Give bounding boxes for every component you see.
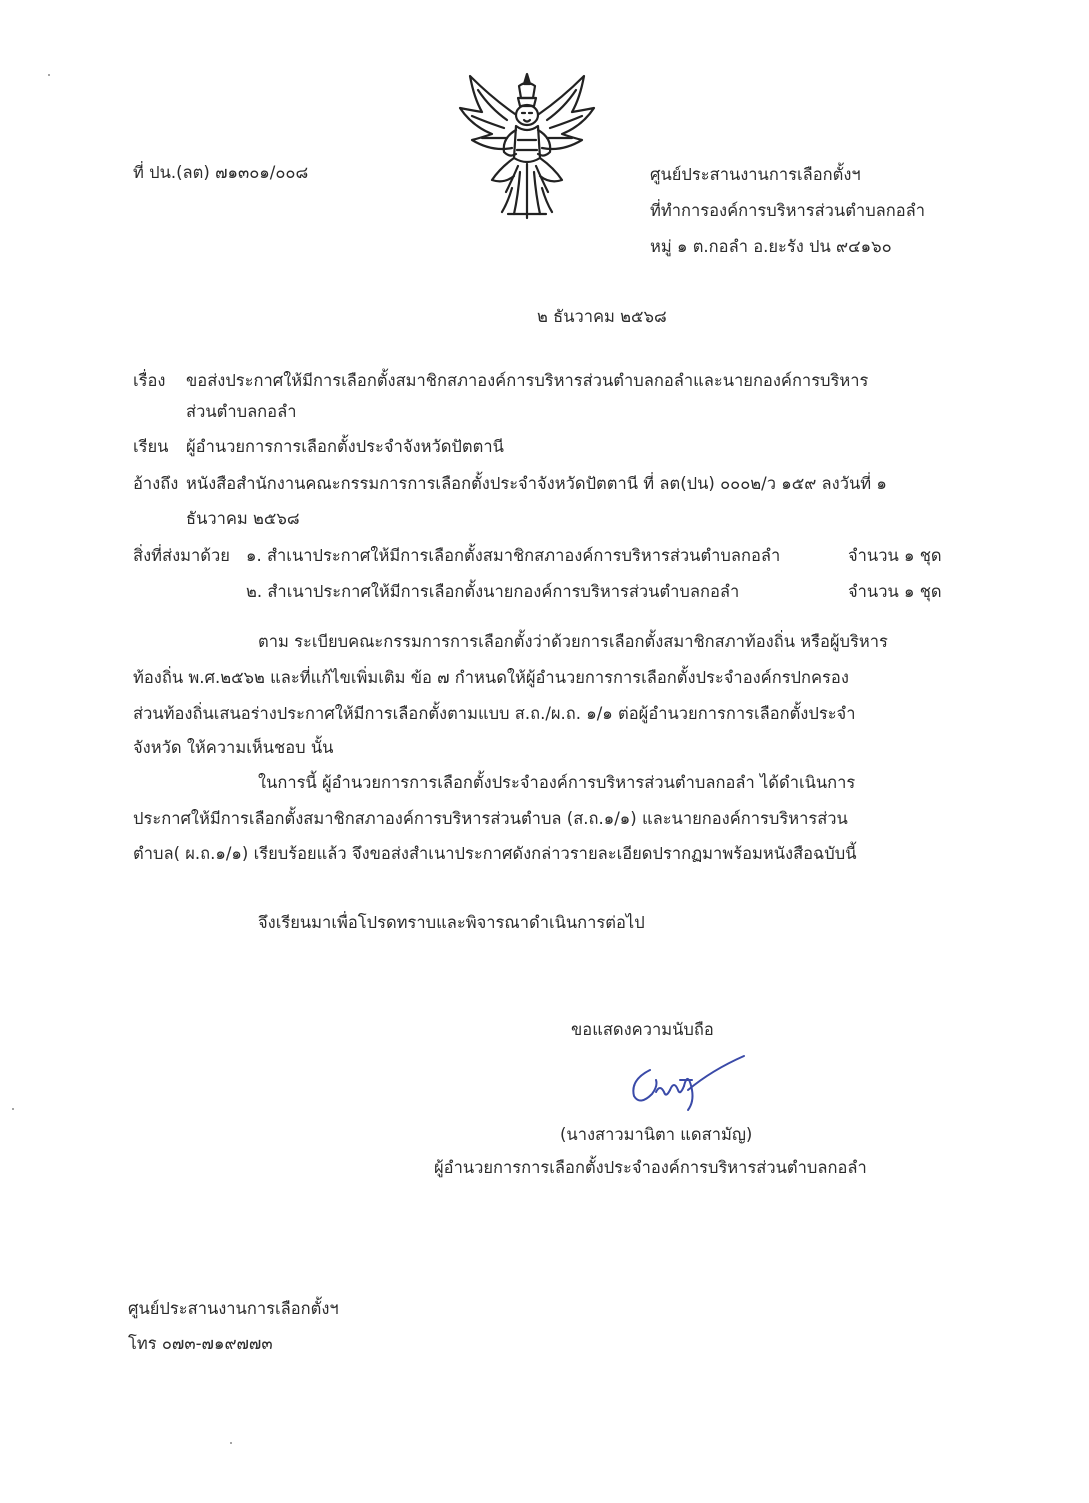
sender-org-line-2: ที่ทำการองค์การบริหารส่วนตำบลกอลำ bbox=[650, 201, 926, 220]
subject-line-1: ขอส่งประกาศให้มีการเลือกตั้งสมาชิกสภาองค์การบริหารส่วนตำบลกอลำและนายกองค์การบริหาร bbox=[186, 371, 869, 390]
signatory-name: (นางสาวมานิตา แดสามัญ) bbox=[560, 1125, 753, 1144]
enclosure-item-2: ๒. สำเนาประกาศให้มีการเลือกตั้งนายกองค์การบริหารส่วนตำบลกอลำ bbox=[246, 582, 740, 601]
reference-label: อ้างถึง bbox=[133, 474, 179, 493]
signatory-position: ผู้อำนวยการการเลือกตั้งประจำองค์การบริหารส่วนตำบลกอลำ bbox=[434, 1158, 867, 1177]
scan-speck bbox=[48, 74, 50, 76]
body-p2-line-3: ตำบล( ผ.ถ.๑/๑) เรียบร้อยแล้ว จึงขอส่งสำเนาประกาศดังกล่าวรายละเอียดปรากฏมาพร้อมหนังสือฉบับนี้ bbox=[133, 844, 857, 863]
scan-speck bbox=[12, 1108, 14, 1110]
regards-text: ขอแสดงความนับถือ bbox=[571, 1020, 714, 1039]
reference-line-2: ธันวาคม ๒๕๖๘ bbox=[186, 509, 300, 528]
body-p2-line-1: ในการนี้ ผู้อำนวยการการเลือกตั้งประจำองค์การบริหารส่วนตำบลกอลำ ได้ดำเนินการ bbox=[258, 773, 856, 792]
sender-org-line-1: ศูนย์ประสานงานการเลือกตั้งฯ bbox=[650, 165, 861, 184]
recipient-text: ผู้อำนวยการการเลือกตั้งประจำจังหวัดปัตตานี bbox=[186, 437, 504, 456]
handwritten-signature bbox=[622, 1050, 752, 1120]
recipient-label: เรียน bbox=[133, 437, 169, 456]
document-date: ๒ ธันวาคม ๒๕๖๘ bbox=[537, 307, 667, 326]
enclosure-item-1-qty: จำนวน ๑ ชุด bbox=[848, 546, 942, 565]
subject-line-2: ส่วนตำบลกอลำ bbox=[186, 402, 297, 421]
body-p1-line-2: ท้องถิ่น พ.ศ.๒๕๖๒ และที่แก้ไขเพิ่มเติม ข้อ ๗ กำหนดให้ผู้อำนวยการการเลือกตั้งประจำองค์กรปกครอง bbox=[133, 668, 849, 687]
footer-phone: โทร ๐๗๓-๗๑๙๗๗๓ bbox=[128, 1334, 273, 1353]
footer-org: ศูนย์ประสานงานการเลือกตั้งฯ bbox=[128, 1299, 339, 1318]
sender-address: หมู่ ๑ ต.กอลำ อ.ยะรัง ปน ๙๔๑๖๐ bbox=[650, 237, 892, 256]
enclosures-label: สิ่งที่ส่งมาด้วย bbox=[133, 546, 230, 565]
garuda-emblem-icon bbox=[452, 68, 602, 228]
enclosure-item-2-qty: จำนวน ๑ ชุด bbox=[848, 582, 942, 601]
closing-sentence: จึงเรียนมาเพื่อโปรดทราบและพิจารณาดำเนินการต่อไป bbox=[258, 913, 645, 932]
body-p1-line-3: ส่วนท้องถิ่นเสนอร่างประกาศให้มีการเลือกตั้งตามแบบ ส.ถ./ผ.ถ. ๑/๑ ต่อผู้อำนวยการการเลือกตั้งประจำ bbox=[133, 704, 856, 723]
body-p2-line-2: ประกาศให้มีการเลือกตั้งสมาชิกสภาองค์การบริหารส่วนตำบล (ส.ถ.๑/๑) และนายกองค์การบริหารส่วน bbox=[133, 809, 848, 828]
reference-line-1: หนังสือสำนักงานคณะกรรมการการเลือกตั้งประจำจังหวัดปัตตานี ที่ ลต(ปน) ๐๐๐๒/ว ๑๕๙ ลงวันที่ ๑ bbox=[186, 474, 887, 493]
body-p1-line-4: จังหวัด ให้ความเห็นชอบ นั้น bbox=[133, 738, 334, 757]
enclosure-item-1: ๑. สำเนาประกาศให้มีการเลือกตั้งสมาชิกสภาองค์การบริหารส่วนตำบลกอลำ bbox=[246, 546, 781, 565]
document-reference-number: ที่ ปน.(ลต) ๗๑๓๐๑/๐๐๘ bbox=[133, 163, 309, 182]
subject-label: เรื่อง bbox=[133, 371, 166, 390]
body-p1-line-1: ตาม ระเบียบคณะกรรมการการเลือกตั้งว่าด้วยการเลือกตั้งสมาชิกสภาท้องถิ่น หรือผู้บริหาร bbox=[258, 632, 888, 651]
scan-speck bbox=[230, 1442, 232, 1444]
